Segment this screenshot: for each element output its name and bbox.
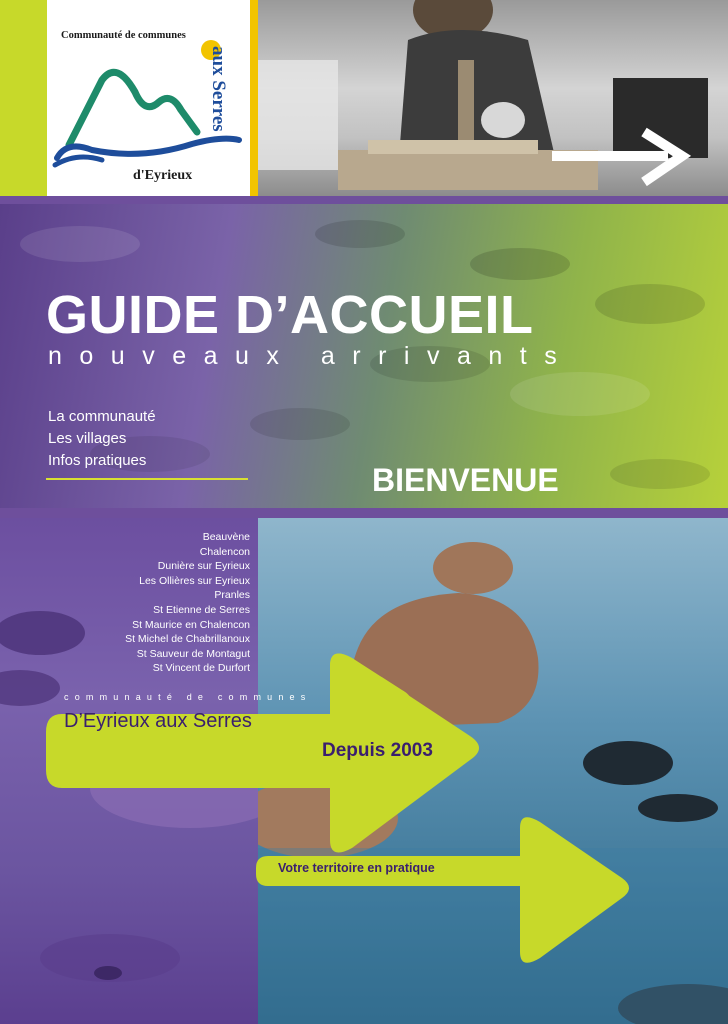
village-item: St Michel de Chabrillanoux — [125, 633, 250, 646]
village-item: St Maurice en Chalencon — [132, 618, 250, 631]
logo-vertical-text: aux Serres — [208, 46, 229, 132]
arrow-right-icon — [548, 126, 698, 196]
page-title: GUIDE D’ACCUEIL — [46, 285, 534, 345]
logo-accent-strip — [250, 0, 258, 196]
village-item: Les Ollières sur Eyrieux — [139, 574, 250, 587]
village-item: Beauvène — [202, 531, 250, 543]
menu-underline — [46, 478, 248, 480]
divider-stripe-top — [0, 196, 728, 204]
community-founded: Depuis 2003 — [322, 740, 433, 761]
logo-top-line: Communauté de communes — [61, 30, 186, 41]
village-item: Chalencon — [199, 545, 250, 558]
page-subtitle: nouveaux arrivants — [48, 342, 575, 370]
menu-item-infos: Infos pratiques — [48, 452, 147, 469]
village-item: St Vincent de Durfort — [152, 662, 250, 675]
practical-guide-label: Votre territoire en pratique — [278, 861, 435, 875]
lime-arrows — [0, 518, 728, 1024]
title-band — [0, 204, 728, 508]
menu-item-communaute: La communauté — [48, 408, 156, 425]
village-item: Dunière sur Eyrieux — [157, 560, 250, 573]
village-item: St Etienne de Serres — [153, 603, 250, 616]
village-item: St Sauveur de Montagut — [136, 647, 250, 660]
logo-bottom-text: d'Eyrieux — [133, 168, 193, 183]
practical-arrow-shape — [256, 817, 629, 963]
child-playing-photo — [258, 0, 728, 196]
menu-item-villages: Les villages — [48, 430, 127, 447]
bottom-section — [0, 518, 728, 1024]
divider-stripe-bottom — [0, 508, 728, 518]
community-label-small: communauté de communes — [64, 692, 312, 702]
logo — [47, 0, 252, 196]
village-item: Pranles — [214, 589, 250, 602]
welcome-heading: BIENVENUE — [372, 462, 559, 498]
contents-menu — [48, 406, 156, 472]
community-name: D’Eyrieux aux Serres — [64, 710, 252, 732]
